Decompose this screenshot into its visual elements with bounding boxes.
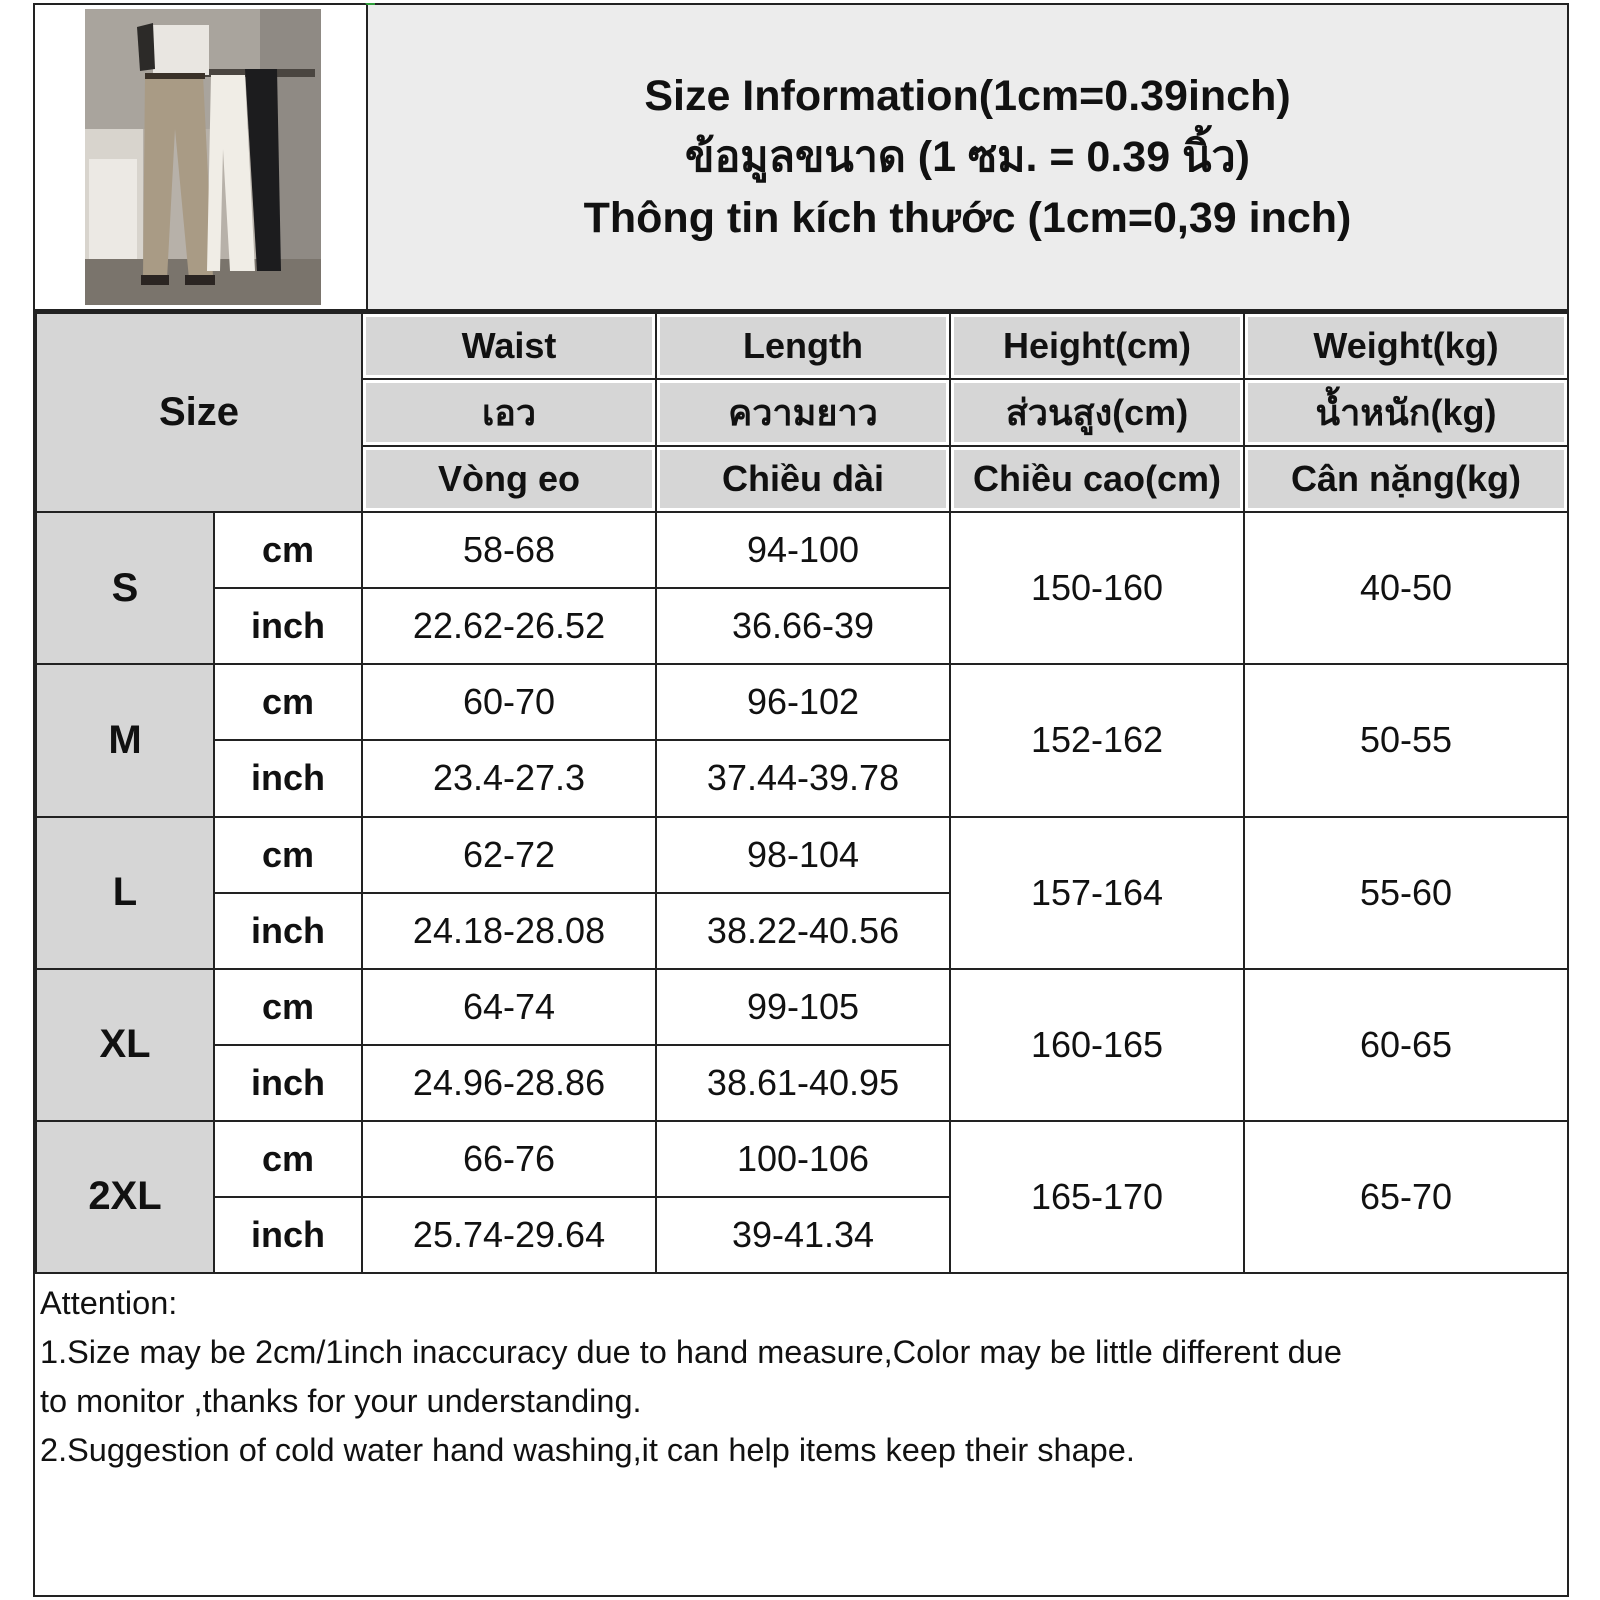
col-length-th: ความยาว (656, 379, 950, 445)
height-value: 152-162 (950, 664, 1244, 816)
length-inch: 38.22-40.56 (656, 893, 950, 969)
length-cm: 99-105 (656, 969, 950, 1045)
col-height-th: ส่วนสูง(cm) (950, 379, 1244, 445)
title-vietnamese: Thông tin kích thước (1cm=0,39 inch) (583, 194, 1352, 242)
length-cm: 96-102 (656, 664, 950, 740)
height-value: 157-164 (950, 817, 1244, 969)
height-value: 150-160 (950, 512, 1244, 664)
length-inch: 37.44-39.78 (656, 740, 950, 816)
waist-cm: 64-74 (362, 969, 656, 1045)
size-header-cell: Size (36, 313, 362, 512)
attention-notes (40, 1279, 1555, 1475)
unit-cm: cm (214, 1121, 362, 1197)
product-photo-cell (35, 5, 368, 310)
length-cm: 100-106 (656, 1121, 950, 1197)
size-label: XL (36, 969, 214, 1121)
table-row (36, 664, 1568, 740)
length-inch: 36.66-39 (656, 588, 950, 664)
product-photo (85, 9, 321, 305)
weight-value: 50-55 (1244, 664, 1568, 816)
unit-cm: cm (214, 817, 362, 893)
size-label: S (36, 512, 214, 664)
col-weight-vi: Cân nặng(kg) (1244, 446, 1568, 512)
notes-line: 2.Suggestion of cold water hand washing,it can help items keep their shape. (40, 1432, 1135, 1468)
unit-inch: inch (214, 588, 362, 664)
weight-value: 65-70 (1244, 1121, 1568, 1273)
waist-cm: 66-76 (362, 1121, 656, 1197)
height-value: 165-170 (950, 1121, 1244, 1273)
col-weight-th: น้ำหนัก(kg) (1244, 379, 1568, 445)
waist-cm: 58-68 (362, 512, 656, 588)
col-height-en: Height(cm) (950, 313, 1244, 379)
length-inch: 39-41.34 (656, 1197, 950, 1273)
title-block (368, 5, 1567, 310)
unit-cm: cm (214, 969, 362, 1045)
length-cm: 98-104 (656, 817, 950, 893)
unit-inch: inch (214, 1045, 362, 1121)
notes-line: 1.Size may be 2cm/1inch inaccuracy due to hand measure,Color may be little different due (40, 1334, 1342, 1370)
waist-cm: 62-72 (362, 817, 656, 893)
waist-cm: 60-70 (362, 664, 656, 740)
size-label: L (36, 817, 214, 969)
col-waist-vi: Vòng eo (362, 446, 656, 512)
title-thai: ข้อมูลขนาด (1 ซม. = 0.39 นิ้ว) (685, 133, 1250, 181)
size-label: M (36, 664, 214, 816)
table-row (36, 817, 1568, 893)
header-row-english (36, 313, 1568, 379)
waist-inch: 23.4-27.3 (362, 740, 656, 816)
waist-inch: 24.18-28.08 (362, 893, 656, 969)
unit-inch: inch (214, 893, 362, 969)
unit-cm: cm (214, 664, 362, 740)
weight-value: 55-60 (1244, 817, 1568, 969)
notes-heading: Attention: (40, 1285, 178, 1321)
height-value: 160-165 (950, 969, 1244, 1121)
col-height-vi: Chiều cao(cm) (950, 446, 1244, 512)
weight-value: 40-50 (1244, 512, 1568, 664)
col-waist-en: Waist (362, 313, 656, 379)
length-inch: 38.61-40.95 (656, 1045, 950, 1121)
col-waist-th: เอว (362, 379, 656, 445)
title-english: Size Information(1cm=0.39inch) (644, 72, 1291, 120)
col-length-vi: Chiều dài (656, 446, 950, 512)
table-row (36, 969, 1568, 1045)
waist-inch: 22.62-26.52 (362, 588, 656, 664)
unit-inch: inch (214, 1197, 362, 1273)
pants-product-photo-icon (85, 9, 321, 305)
weight-value: 60-65 (1244, 969, 1568, 1121)
table-row (36, 512, 1568, 588)
unit-cm: cm (214, 512, 362, 588)
unit-inch: inch (214, 740, 362, 816)
size-table (35, 312, 1569, 1274)
waist-inch: 24.96-28.86 (362, 1045, 656, 1121)
length-cm: 94-100 (656, 512, 950, 588)
notes-line: to monitor ,thanks for your understanding. (40, 1383, 642, 1419)
waist-inch: 25.74-29.64 (362, 1197, 656, 1273)
size-label: 2XL (36, 1121, 214, 1273)
table-row (36, 1121, 1568, 1197)
col-weight-en: Weight(kg) (1244, 313, 1568, 379)
col-length-en: Length (656, 313, 950, 379)
